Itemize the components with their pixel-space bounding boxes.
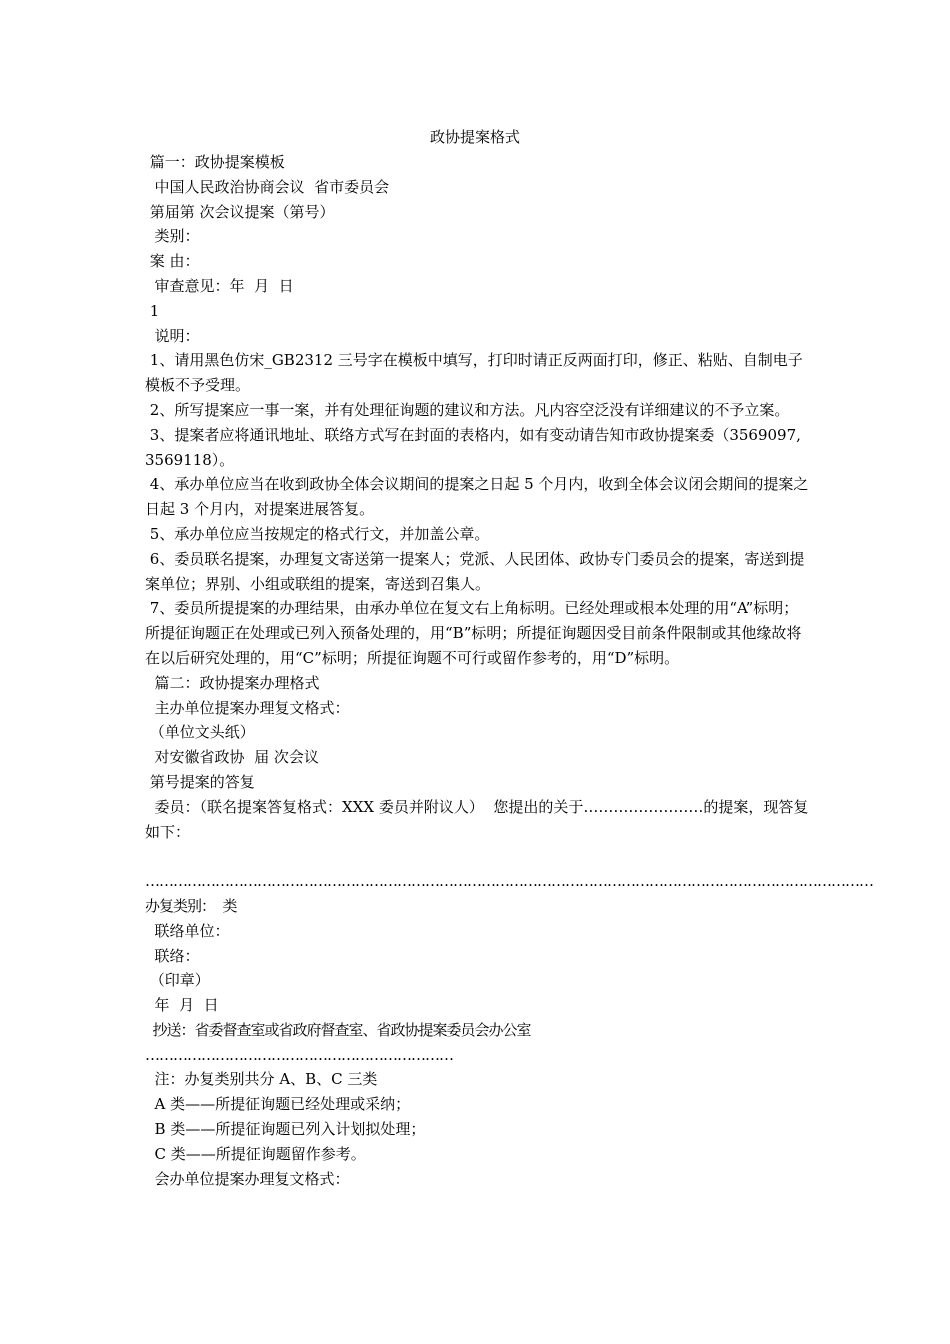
instructions-heading: 说明： bbox=[145, 326, 200, 345]
instruction-item: 4、承办单位应当在收到政协全体会议期间的提案之日起 5 个月内，收到全体会议闭会期间的提案之日起 3 个月内，对提案进展答复。 bbox=[145, 475, 809, 519]
session-proposal-number: 第届第 次会议提案（第号） bbox=[145, 202, 335, 221]
cc-field: 抄送：省委督查室或省政府督查室、省政协提案委员会办公室 ………………………………………………………… bbox=[145, 1020, 535, 1064]
reply-proposal-number: 第号提案的答复 bbox=[145, 772, 255, 791]
document-title: 政协提案格式 bbox=[429, 128, 520, 146]
reply-body-placeholder: ………………………………………………………………………………………………………………………………………… 办复类别： 类 bbox=[145, 847, 877, 915]
instruction-item: 5、承办单位应当按规定的格式行文，并加盖公章。 bbox=[145, 524, 490, 543]
note-heading: 注：办复类别共分 A、B、C 三类 bbox=[145, 1070, 378, 1089]
section-heading-2: 篇二：政协提案办理格式 bbox=[145, 673, 320, 692]
category-a-note: A 类——所提征询题已经处理或采纳； bbox=[145, 1095, 411, 1114]
instruction-item: 7、委员所提提案的办理结果，由承办单位在复文右上角标明。已经处理或根本处理的用“A”标明；所提征询题正在处理或已列入预备处理的，用“B”标明；所提征询题因受目前条件限制或其他缘故将在以后研究处理的，用“C”标明；所提征询题不可行或留作参考的，用“D”标明。 bbox=[145, 599, 802, 667]
instruction-item: 3、提案者应将通讯地址、联络方式写在封面的表格内，如有变动请告知市政协提案委（3569097,3569118）。 bbox=[145, 425, 801, 469]
contact-unit-field: 联络单位： bbox=[145, 921, 230, 940]
seal-note: （印章） bbox=[145, 971, 210, 990]
page-number: 1 bbox=[145, 301, 160, 320]
instruction-item: 6、委员联名提案，办理复文寄送第一提案人；党派、人民团体、政协专门委员会的提案，寄送到提案单位；界别、小组或联组的提案，寄送到召集人。 bbox=[145, 549, 805, 593]
instruction-item: 2、所写提案应一事一案，并有处理征询题的建议和方法。凡内容空泛没有详细建议的不予立案。 bbox=[145, 400, 790, 419]
category-c-note: C 类——所提征询题留作参考。 bbox=[145, 1144, 366, 1163]
category-field: 类别： bbox=[145, 227, 200, 246]
reply-to-session: 对安徽省政协 届 次会议 bbox=[145, 748, 319, 767]
subject-field: 案 由： bbox=[145, 252, 200, 271]
contact-field: 联络： bbox=[145, 946, 200, 965]
review-opinion-field: 审查意见：年 月 日 bbox=[145, 276, 294, 295]
document-body bbox=[145, 150, 877, 1191]
section-heading-1: 篇一：政协提案模板 bbox=[145, 153, 285, 171]
reply-salutation: 委员：（联名提案答复格式：XXX 委员并附议人） 您提出的关于……………………的提案，现答复如下： bbox=[145, 797, 809, 841]
instruction-item: 1、请用黑色仿宋_GB2312 三号字在模板中填写，打印时请正反两面打印，修正、粘贴、自制电子模板不予受理。 bbox=[145, 351, 803, 395]
co-unit-reply-format: 会办单位提案办理复文格式： bbox=[145, 1169, 350, 1188]
committee-name: 中国人民政治协商会议 省市委员会 bbox=[145, 177, 390, 196]
category-b-note: B 类——所提征询题已列入计划拟处理； bbox=[145, 1120, 426, 1139]
host-unit-reply-format: 主办单位提案办理复文格式： bbox=[145, 698, 350, 717]
letterhead-note: （单位文头纸） bbox=[145, 723, 255, 742]
date-field: 年 月 日 bbox=[145, 996, 219, 1015]
